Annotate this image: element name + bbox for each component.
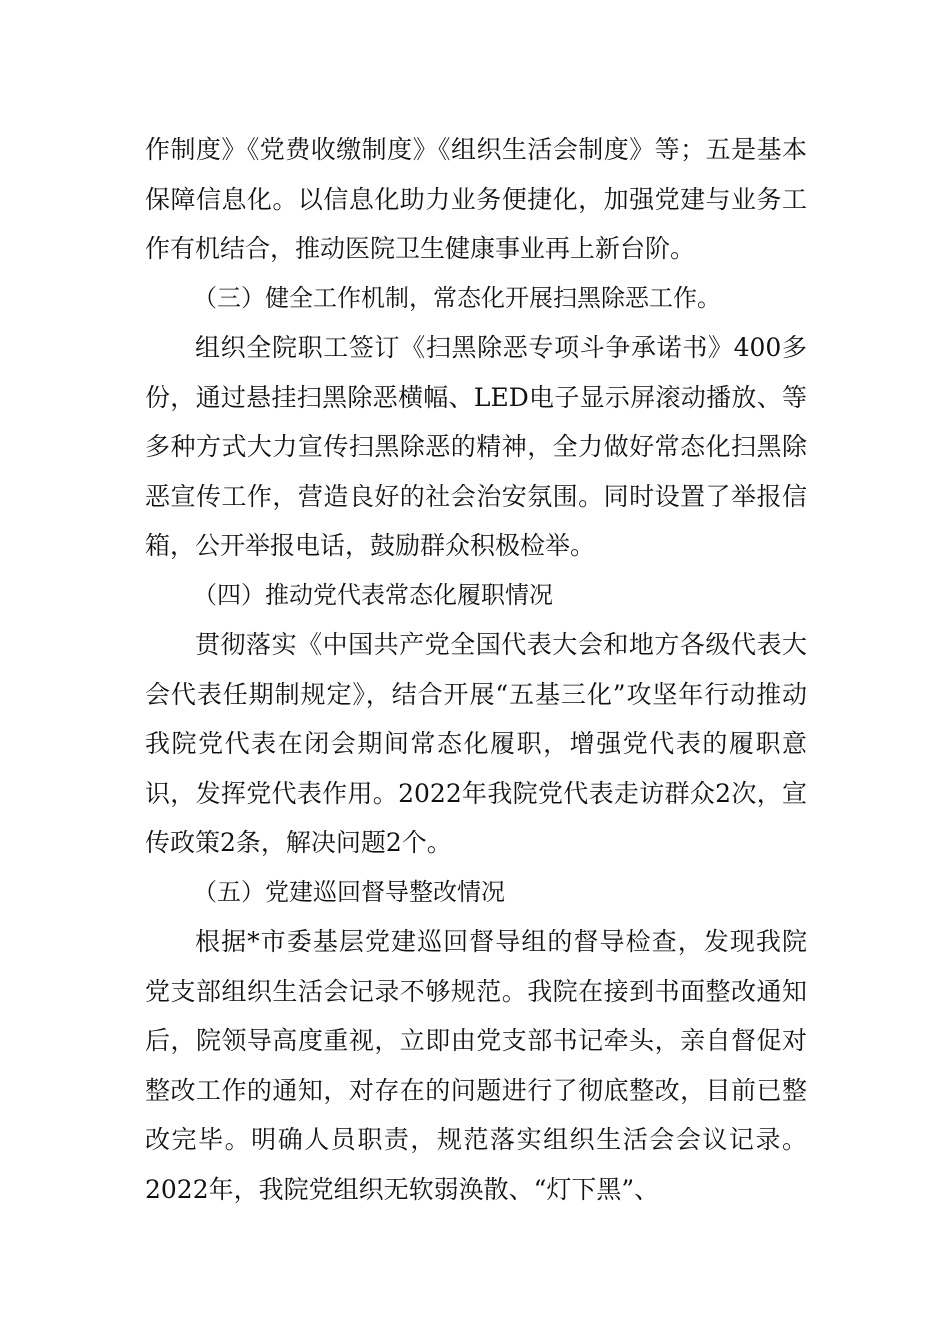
- paragraph-anti-crime-campaign: 组织全院职工签订《扫黑除恶专项斗争承诺书》400多份，通过悬挂扫黑除恶横幅、LED电子显示屏滚动播放、等多种方式大力宣传扫黑除恶的精神，全力做好常态化扫黑除恶宣传工作，营造良好的社会治安氛围。同时设置了举报信箱，公开举报电话，鼓励群众积极检举。: [145, 333, 807, 560]
- paragraph-party-representatives: 贯彻落实《中国共产党全国代表大会和地方各级代表大会代表任期制规定》，结合开展“五基三化”攻坚年行动推动我院党代表在闭会期间常态化履职，增强党代表的履职意识，发挥党代表作用。2022年我院党代表走访群众2次，宣传政策2条，解决问题2个。: [145, 630, 807, 857]
- section-heading-5: （五）党建巡回督导整改情况: [193, 877, 505, 906]
- paragraph-continued-system-list: 作制度》《党费收缴制度》《组织生活会制度》等；五是基本保障信息化。以信息化助力业务便捷化，加强党建与业务工作有机结合，推动医院卫生健康事业再上新台阶。: [145, 135, 807, 263]
- paragraph-inspection-rectification: 根据*市委基层党建巡回督导组的督导检查，发现我院党支部组织生活会记录不够规范。我院在接到书面整改通知后，院领导高度重视，立即由党支部书记牵头，亲自督促对整改工作的通知，对存在的问题进行了彻底整改，目前已整改完毕。明确人员职责，规范落实组织生活会会议记录。2022年，我院党组织无软弱涣散、“灯下黑”、: [145, 927, 807, 1204]
- section-heading-4: （四）推动党代表常态化履职情况: [193, 580, 553, 609]
- section-heading-3: （三）健全工作机制，常态化开展扫黑除恶工作。: [193, 283, 721, 312]
- document-body: [145, 125, 807, 1214]
